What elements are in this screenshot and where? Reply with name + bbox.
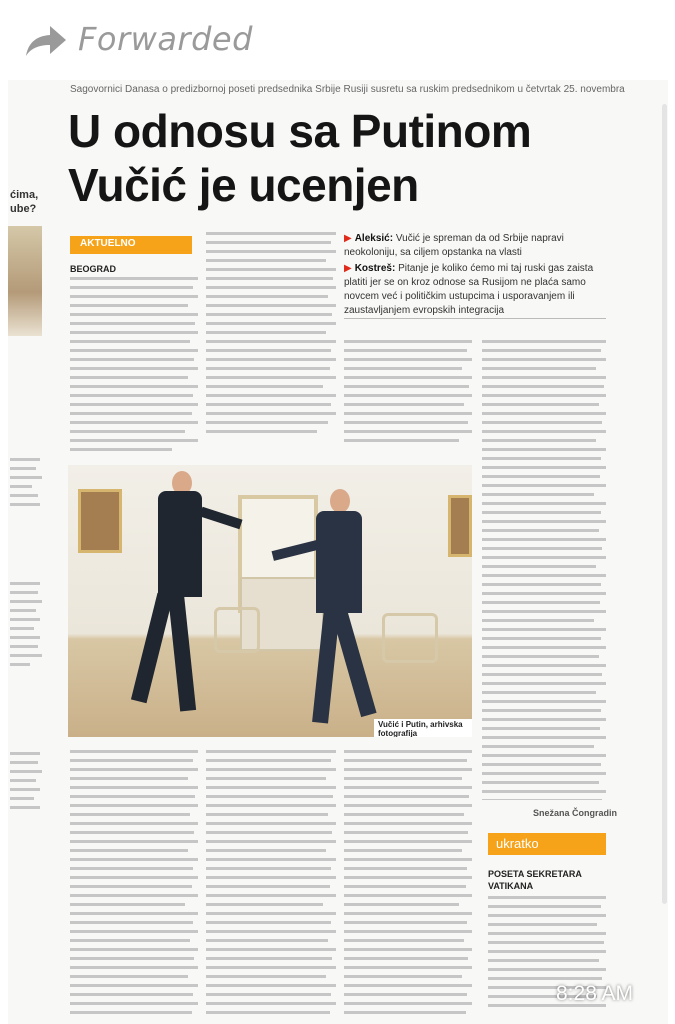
article-photo	[68, 465, 472, 737]
bullet-divider	[344, 318, 606, 319]
person-right-leg	[331, 609, 376, 717]
bullet-name: Kostreš:	[354, 263, 396, 274]
forwarded-header	[0, 0, 675, 80]
headline-line-1: U odnosu sa Putinom	[68, 105, 532, 157]
painting-right	[448, 495, 472, 557]
left-strip-text	[8, 458, 64, 809]
headline-line-2: Vučić je ucenjen	[68, 159, 419, 211]
chair	[214, 607, 260, 653]
forward-arrow-icon	[24, 24, 68, 58]
bullet-text: Vučić je spreman da od Srbije napravi neokoloniju, sa ciljem opstanka na vlasti	[344, 233, 564, 258]
column-2-upper	[206, 232, 336, 458]
column-2-lower	[206, 750, 336, 1024]
photo-caption: Vučić i Putin, arhivska fotografija	[374, 719, 472, 737]
person-left-leg	[131, 593, 173, 704]
left-strip-headline: ćima, ube?	[10, 189, 39, 215]
brief-heading-line-2: VATIKANA	[488, 881, 534, 891]
column-4	[482, 340, 606, 800]
column-1-upper	[70, 264, 198, 460]
painting-left	[78, 489, 122, 553]
bullet-kostres: ▶ Kostreš: Pitanje je koliko ćemo mi taj ruski gas zaista platiti jer se on kroz odnose sa Rusijom ne plaća samo novcem već i političkim ustupcima i usporavanjem ili zaustavljanjem evropskih integracija	[344, 263, 594, 316]
bullet-aleksic: ▶ Aleksić: Vučić je spreman da od Srbije napravi neokoloniju, sa ciljem opstanka na vlasti	[344, 233, 564, 258]
column-3-upper	[344, 340, 472, 458]
bullet-text: Pitanje je koliko ćemo mi taj ruski gas zaista platiti jer se on kroz odnose sa Rusijom ne plaća samo novcem već i političkim ustupcima i usporavanjem ili zaustavljanjem evropskih integracija	[344, 263, 594, 316]
newspaper-image[interactable]	[8, 80, 668, 1024]
brief-heading-line-1: POSETA SEKRETARA	[488, 869, 582, 879]
article-topline: Sagovornici Danasa o predizbornoj poseti predsednika Srbije Rusiji susretu sa ruskim predsednikom u četvrtak 25. novembra	[70, 84, 625, 95]
adjacent-page-strip	[8, 188, 64, 1024]
person-left-torso	[158, 491, 202, 597]
forwarded-label: Forwarded	[78, 20, 253, 58]
brief-heading	[488, 868, 582, 892]
message-timestamp: 8:28 AM	[556, 982, 634, 1005]
left-strip-photo	[8, 226, 42, 336]
section-tag: AKTUELNO	[70, 236, 192, 254]
author-signature: Snežana Čongradin	[533, 808, 618, 818]
bullet-name: Aleksić:	[354, 233, 394, 244]
person-head	[330, 489, 350, 513]
lead-label: BEOGRAD	[70, 264, 117, 274]
column-3-lower	[344, 750, 472, 1024]
column-1-lower	[70, 750, 198, 1024]
person-left-leg	[168, 592, 196, 711]
person-right-torso	[316, 511, 362, 613]
chair	[382, 613, 438, 663]
article-headline	[68, 104, 531, 212]
person-left-arm	[199, 507, 242, 529]
scrollbar[interactable]	[662, 104, 667, 904]
brief-tag: ukratko	[488, 833, 606, 855]
